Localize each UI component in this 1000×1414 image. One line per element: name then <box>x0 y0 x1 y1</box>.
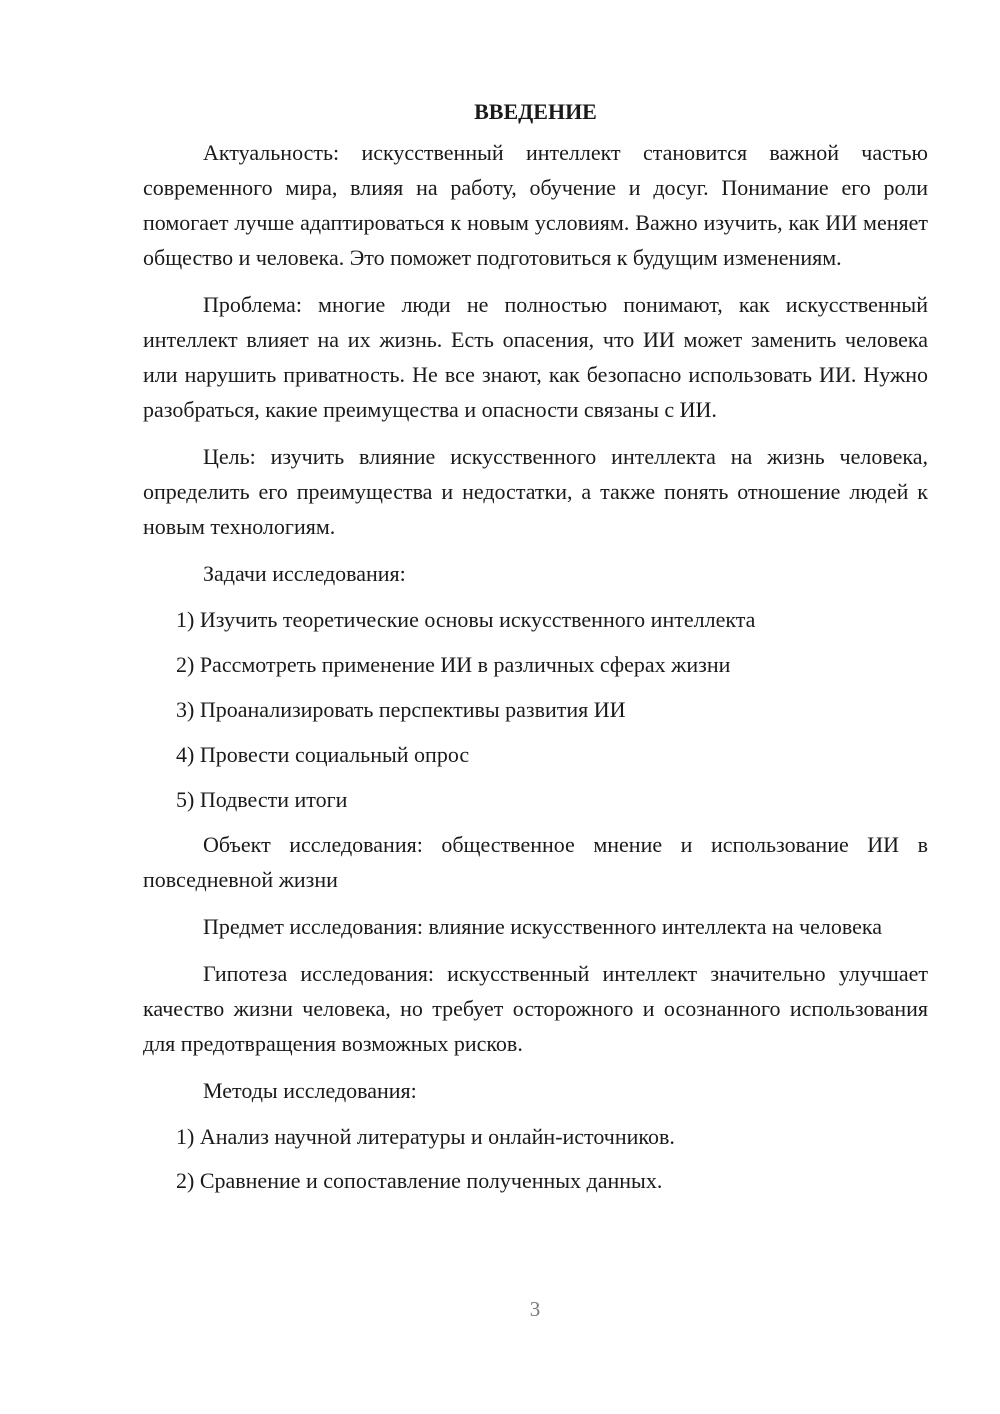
page-content <box>143 97 928 1208</box>
task-item: 5) Подвести итоги <box>176 787 348 812</box>
problem-paragraph: Проблема: многие люди не полностью понимают, как искусственный интеллект влияет на их жизнь. Есть опасения, что ИИ может заменить человека или нарушить приватность. Не все знают, как безопасно использовать ИИ. Нужно разобраться, какие преимущества и опасности связаны с ИИ. <box>143 292 928 422</box>
tasks-heading: Задачи исследования: <box>203 561 406 586</box>
task-item: 3) Проанализировать перспективы развития ИИ <box>176 697 626 722</box>
tasks-list <box>143 602 928 817</box>
task-item: 1) Изучить теоретические основы искусственного интеллекта <box>176 607 756 632</box>
methods-list <box>143 1119 928 1198</box>
task-item: 2) Рассмотреть применение ИИ в различных сферах жизни <box>176 652 731 677</box>
method-item: 1) Анализ научной литературы и онлайн-источников. <box>176 1124 675 1149</box>
page-number: 3 <box>529 1297 541 1321</box>
relevance-paragraph: Актуальность: искусственный интеллект становится важной частью современного мира, влияя на работу, обучение и досуг. Понимание его роли помогает лучше адаптироваться к новым условиям. Важно изучить, как ИИ меняет общество и человека. Это поможет подготовиться к будущим изменениям. <box>143 140 928 270</box>
page-title: ВВЕДЕНИЕ <box>474 99 597 124</box>
task-item: 4) Провести социальный опрос <box>176 742 470 767</box>
subject-paragraph: Предмет исследования: влияние искусственного интеллекта на человека <box>203 914 883 939</box>
method-item: 2) Сравнение и сопоставление полученных данных. <box>176 1168 663 1193</box>
object-paragraph: Объект исследования: общественное мнение и использование ИИ в повседневной жизни <box>143 832 928 892</box>
methods-heading: Методы исследования: <box>203 1078 417 1103</box>
hypothesis-paragraph: Гипотеза исследования: искусственный интеллект значительно улучшает качество жизни человека, но требует осторожного и осознанного использования для предотвращения возможных рисков. <box>143 961 928 1056</box>
goal-paragraph: Цель: изучить влияние искусственного интеллекта на жизнь человека, определить его преимущества и недостатки, а также понять отношение людей к новым технологиям. <box>143 444 928 539</box>
